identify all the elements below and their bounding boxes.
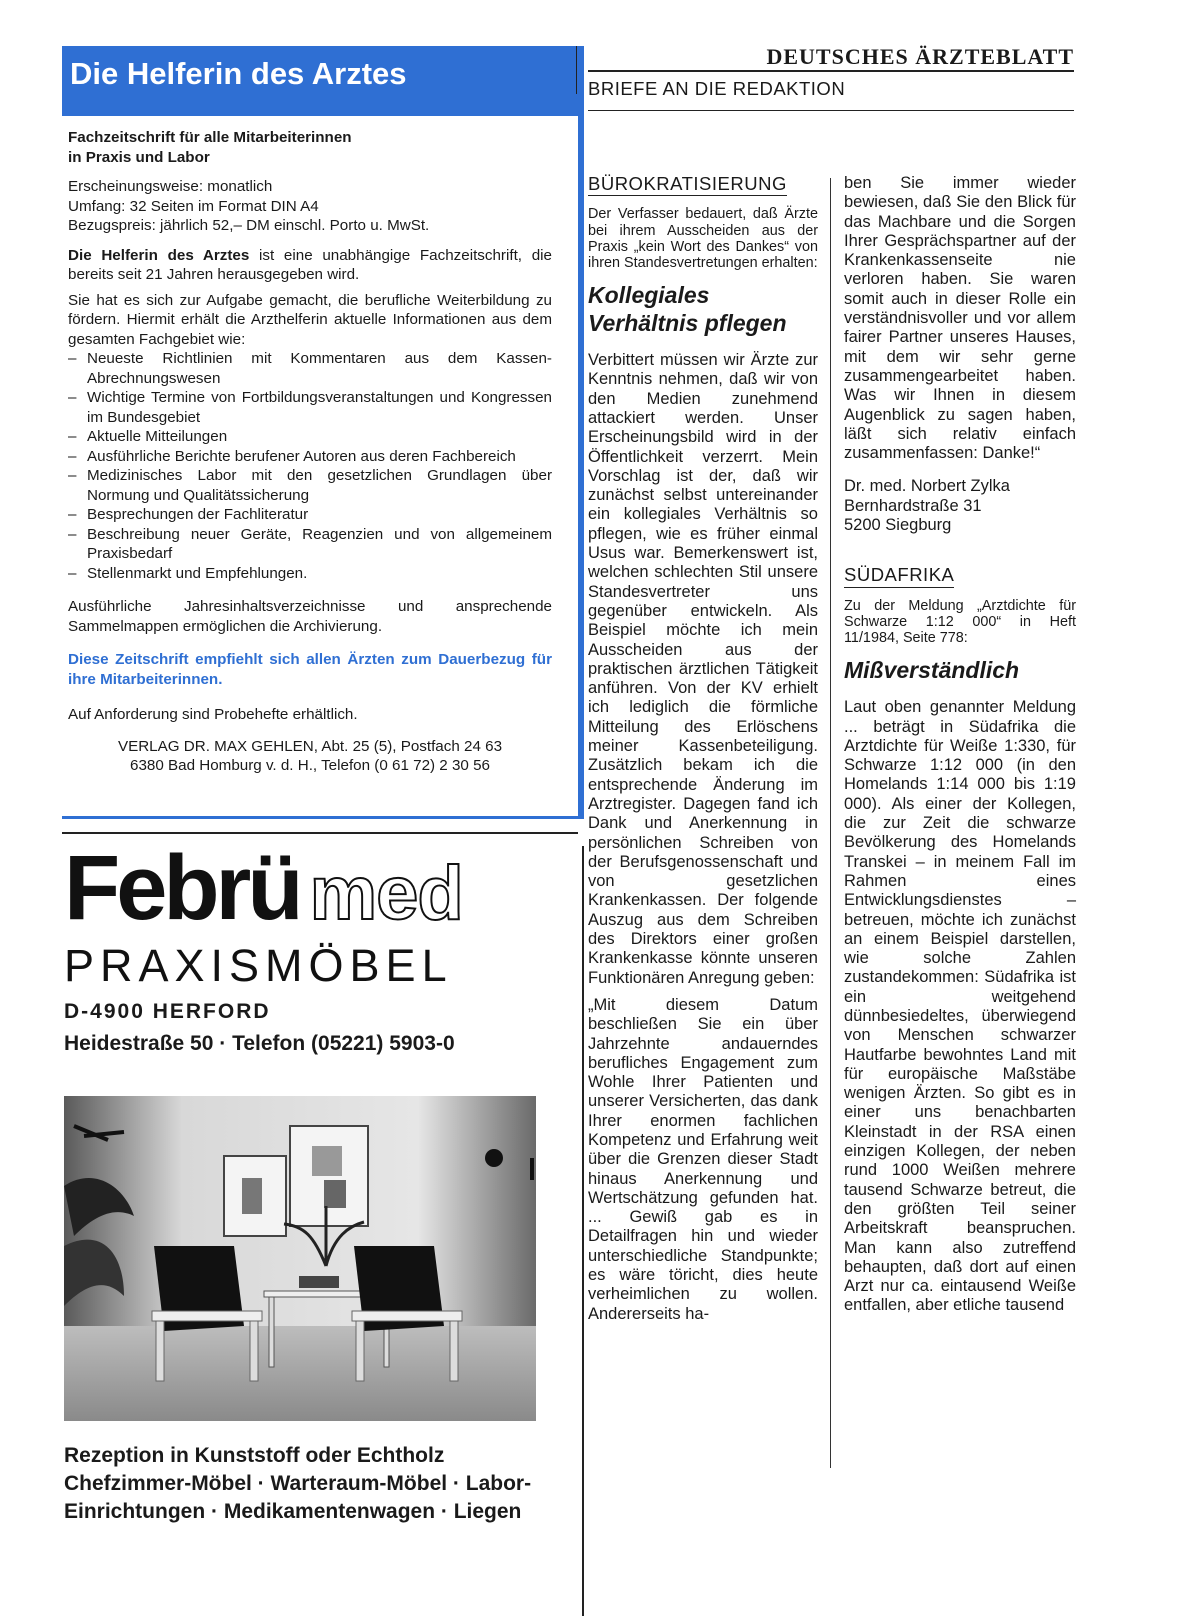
ad-top-rule — [62, 832, 578, 834]
letter1-author: Dr. med. Norbert Zylka — [844, 477, 1010, 496]
helferin-topic-list — [68, 349, 552, 583]
helferin-intro — [68, 246, 552, 285]
letter1-quote-continued: ben Sie immer wieder bewiesen, daß Sie den Blick für das Machbare und die Sorgen Ihrer Gesprächspartner auf der Krankenkassenseite nie verloren haben. Sie waren somit auch in dieser Rolle ein verständnisvoller und vor allem fairer Partner unseres Hauses, mit dem wir sehr gerne zusammengearbeitet haben. Was wir Ihnen in diesem Augenblick zu sagen haben, läßt sich relativ einfach zusammenfassen: Danke!“ — [844, 174, 1076, 463]
letters-column-1 — [588, 174, 818, 1324]
helferin-fact: Umfang: 32 Seiten im Format DIN A4 — [68, 197, 319, 215]
waiting-room-photo — [64, 1096, 536, 1421]
header-column-separator — [576, 46, 577, 94]
helferin-subtitle-line1: Fachzeitschrift für alle Mitarbeiterinnen — [68, 129, 352, 146]
helferin-title-bar — [62, 46, 584, 116]
letter1-headline-line2: Verhältnis pflegen — [588, 310, 787, 337]
brand-name: Febrü — [64, 837, 300, 939]
helferin-archive: Ausführliche Jahresinhaltsverzeichnisse und ansprechende Sammelmappen ermöglichen die Archivierung. — [68, 598, 552, 635]
publisher-line2: 6380 Bad Homburg v. d. H., Telefon (0 61 72) 2 30 56 — [130, 757, 490, 774]
letter2-headline: Mißverständlich — [844, 657, 1020, 684]
ad-tagline — [64, 1442, 564, 1526]
list-item: – Besprechungen der Fachliteratur — [68, 505, 552, 525]
letter2-intro: Zu der Meldung „Arztdichte für Schwarze 1:12 000“ in Heft 11/1984, Seite 778: — [844, 597, 1076, 647]
letter1-kicker: BÜROKRATISIERUNG — [588, 174, 787, 196]
brand-suffix: med — [309, 851, 463, 936]
helferin-subtitle — [68, 128, 552, 167]
februe-ad — [62, 837, 584, 1616]
list-item: – Aktuelle Mitteilungen — [68, 427, 552, 447]
letters-column-2 — [844, 174, 1076, 1316]
list-item: – Ausführliche Berichte berufener Autoren aus deren Fachbereich — [68, 447, 552, 467]
section-title: BRIEFE AN DIE REDAKTION — [588, 78, 846, 99]
column-rule — [830, 178, 831, 1468]
helferin-body — [68, 128, 552, 782]
helferin-intro-bold: Die Helferin des Arztes — [68, 246, 250, 264]
helferin-publisher — [68, 737, 552, 776]
letter1-street: Bernhardstraße 31 — [844, 496, 982, 515]
section-rule — [588, 110, 1074, 111]
helferin-title: Die Helferin des Arztes — [70, 56, 407, 91]
helferin-ad-box — [62, 46, 584, 819]
list-item: – Beschreibung neuer Geräte, Reagenzien und von allgemeinem Praxisbedarf — [68, 525, 552, 564]
publisher-line1: VERLAG DR. MAX GEHLEN, Abt. 25 (5), Postfach 24 63 — [117, 737, 503, 755]
ad-tagline-line: Chefzimmer-Möbel · Warteraum-Möbel · Labor- — [64, 1472, 532, 1495]
letter2-paragraph: Laut oben genannter Meldung ... beträgt in Südafrika die Arztdichte für Weiße 1:330, für Schwarze 1:12 000 (in den Homelands 1:14 000 bis 1:19 000). Als einer der Kollegen, die zur Zeit die schwarze Bevölkerung des Homelands Transkei – in meinem Fall im Rahmen eines Entwicklungsdienstes – betreuen, möchte ich zunächst an einem Beispiel darstellen, wie solche Zahlen zustandekommen: Südafrika ist ein weitgehend dünnbesiedeltes, überwiegend von Menschen schwarzer Hautfarbe bewohntes Land mit für europäische Maßstäbe wenigen Ärzten. So gibt es in einer uns benachbarten Kleinstadt in der RSA einen einzigen Kollegen, der neben rund 1000 Weißen mehrere tausend Schwarze betreut, die den größten Teil seiner Arbeitskraft beanspruchen. Man kann also zutreffend behaupten, daß dort auf einen Arzt nur ca. eintausend Weiße entfallen, aber etliche tausend — [844, 698, 1076, 1315]
ad-city: D-4900 HERFORD — [64, 1000, 271, 1023]
letter1-quote: „Mit diesem Datum beschließen Sie ein über Jahrzehnte andauerndes berufliches Engagement zum Wohle Ihrer Patienten und unserer Versicherten, das dank Ihrer enormen fachlichen Kompetenz und Erfahrung weit über die Grenzen dieser Stadt hinaus Anerkennung und Wertschätzung gefunden hat. ... Gewiß gab es in Detailfragen hin und wieder unterschiedliche Standpunkte; es wäre töricht, dies heute verheimlichen zu wollen. Andererseits ha- — [588, 995, 818, 1323]
letter1-intro: Der Verfasser bedauert, daß Ärzte bei ihrem Ausscheiden aus der Praxis „kein Wort des Dankes“ von ihren Standesvertretungen erhalten: — [588, 206, 818, 271]
list-item: – Wichtige Termine von Fortbildungsveranstaltungen und Kongressen im Bundesgebiet — [68, 388, 552, 427]
letter1-paragraph: Verbittert müssen wir Ärzte zur Kenntnis nehmen, daß wir von den Medien zunehmend attackiert werden. Unser Erscheinungsbild wird in der Öffentlichkeit verzerrt. Mein Vorschlag ist der, daß wir zunächst selbst untereinander ein kollegiales Verhältnis so pflegen, wie es früher einmal Usus war. Bemerkenswert ist, welchen schlechten Stil unsere Standesvertreter uns gegenüber entwickeln. Als Beispiel möchte ich mein Ausscheiden aus der praktischen ärztlichen Tätigkeit anführen. Von der KV erhielt ich lediglich die förmliche Mitteilung des Erlöschens meiner Kassenbeteiligung. Zusätzlich bekam ich die entsprechende Änderung im Arztregister. Dagegen fand ich Dank und Anerkennung in persönlichen Schreiben von der Berufsgenossenschaft und von gesetzlichen Krankenkassen. Der folgende Auszug aus dem Schreiben des Direktors einer großen Krankenkasse könnte unseren Funktionären Anregung geben: — [588, 351, 818, 987]
ad-tagline-line: Einrichtungen · Medikamentenwagen · Liegen — [64, 1500, 522, 1523]
list-item: – Neueste Richtlinien mit Kommentaren aus dem Kassen-Abrechnungswesen — [68, 349, 552, 388]
helferin-fact: Erscheinungsweise: monatlich — [68, 178, 273, 195]
list-item: – Medizinisches Labor mit den gesetzlichen Grundlagen über Normung und Qualitätssicherung — [68, 466, 552, 505]
helferin-recommendation: Diese Zeitschrift empfiehlt sich allen Ärzten zum Dauerbezug für ihre Mitarbeiterinnen. — [68, 651, 552, 688]
helferin-intro-rest: ist eine unabhängige Fachzeitschrift, die bereits seit 21 Jahren herausgegeben wird. — [68, 246, 552, 283]
letter1-headline — [588, 281, 818, 337]
ad-tagline-line: Rezeption in Kunststoff oder Echtholz — [64, 1444, 445, 1467]
letter2-kicker: SÜDAFRIKA — [844, 565, 954, 587]
masthead: DEUTSCHES ÄRZTEBLATT — [766, 44, 1074, 69]
helferin-subtitle-line2: in Praxis und Labor — [68, 148, 210, 166]
helferin-samples: Auf Anforderung sind Probehefte erhältlich. — [68, 706, 358, 723]
helferin-fact: Bezugspreis: jährlich 52,– DM einschl. Porto u. MwSt. — [68, 217, 430, 234]
helferin-facts — [68, 177, 552, 236]
brand-subtitle: PRAXISMÖBEL — [64, 940, 453, 991]
letter1-city: 5200 Siegburg — [844, 516, 952, 535]
letter1-signature — [844, 477, 1076, 535]
list-item: – Stellenmarkt und Empfehlungen. — [68, 564, 552, 584]
ad-address: Heidestraße 50 · Telefon (05221) 5903-0 — [64, 1032, 455, 1055]
masthead-rule — [588, 70, 1074, 72]
letter1-headline-line1: Kollegiales — [588, 282, 710, 309]
brand-logo — [64, 836, 463, 941]
helferin-aim: Sie hat es sich zur Aufgabe gemacht, die berufliche Weiterbildung zu fördern. Hiermit erhält die Arzthelferin aktuelle Informationen aus dem gesamten Fachgebiet wie: — [68, 291, 552, 348]
